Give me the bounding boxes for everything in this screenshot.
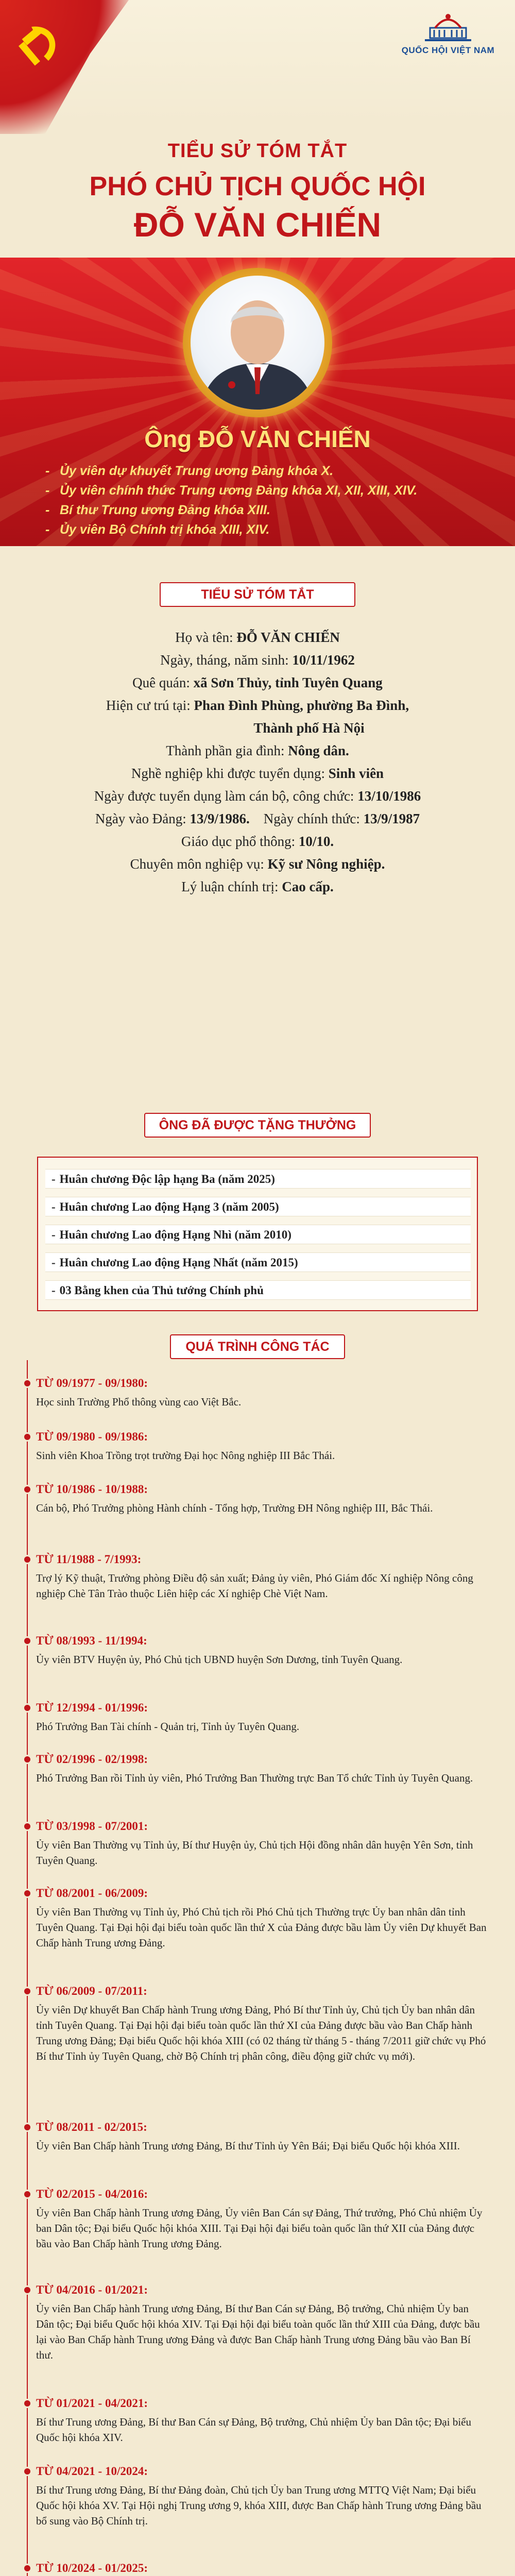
hero-role-item: - Ủy viên dự khuyết Trung ương Đảng khóa X. [45,461,488,481]
title-position: PHÓ CHỦ TỊCH QUỐC HỘI [89,172,426,201]
bio-label: Ngày chính thức: [263,811,360,826]
logo-text: QUỐC HỘI VIỆT NAM [401,45,495,55]
hero-role-item: - Ủy viên chính thức Trung ương Đảng khóa XI, XII, XIII, XIV. [45,481,488,500]
bio-value: 10/10. [298,834,334,849]
timeline-date: TỪ 03/1998 - 07/2001: [36,1820,148,1833]
bio-row-party-dates [0,807,515,830]
timeline-item [36,2187,489,2251]
timeline-item [36,1376,489,1410]
timeline-dot [23,1485,32,1494]
timeline-item [36,2120,489,2154]
timeline-date: TỪ 08/2001 - 06/2009: [36,1887,148,1900]
timeline-desc: Ủy viên Dự khuyết Ban Chấp hành Trung ương Đảng, Phó Bí thư Tỉnh ủy, Chủ tịch Ủy ban nhân dân tỉnh Tuyên Quang. Tại Đại hội đại biểu toàn quốc lần thứ XI của Đảng được bầu vào Ban Chấp hành Trung ương Đảng; Đại biểu Quốc hội khóa XIII (có 02 tháng từ tháng 5 - tháng 7/2011 giữ chức vụ Phó Bí thư Tỉnh ủy Tuyên Quang, chờ Bộ Chính trị phân công, điều động giữ chức vụ mới). [36,2004,486,2062]
bio-value: 10/11/1962 [292,652,355,668]
timeline-date: TỪ 04/2021 - 10/2024: [36,2465,148,2478]
person-silhouette-icon [191,276,324,410]
bio-value: Cao cấp. [282,879,334,894]
timeline-item [36,1752,489,1786]
timeline-item [36,1819,489,1868]
timeline-desc: Bí thư Trung ương Đảng, Bí thư Ban Cán sự Đảng, Bộ trưởng, Chủ nhiệm Ủy ban Dân tộc; Đại biểu Quốc hội khóa XIV. [36,2416,471,2444]
hero-role-item: - Bí thư Trung ương Đảng khóa XIII. [45,500,488,520]
timeline-desc: Ủy viên Ban Thường vụ Tỉnh ủy, Bí thư Huyện ủy, Chủ tịch Hội đồng nhân dân huyện Yên Sơn, tỉnh Tuyên Quang. [36,1839,473,1867]
timeline-item [36,2396,489,2445]
timeline-desc: Ủy viên BTV Huyện ủy, Phó Chủ tịch UBND huyện Sơn Dương, tỉnh Tuyên Quang. [36,1653,403,1666]
timeline-desc: Phó Trưởng Ban Tài chính - Quản trị, Tỉnh ủy Tuyên Quang. [36,1720,300,1733]
timeline-item [36,1482,489,1516]
timeline-item [36,2561,489,2576]
timeline-desc: Cán bộ, Phó Trưởng phòng Hành chính - Tổng hợp, Trường ĐH Nông nghiệp III, Bắc Thái. [36,1502,433,1514]
national-assembly-logo [397,7,500,64]
bio-label: Ngày vào Đảng: [95,811,186,826]
timeline-date: TỪ 10/2024 - 01/2025: [36,2562,148,2574]
timeline-date: TỪ 12/1994 - 01/1996: [36,1701,148,1714]
bio-value: Nông dân. [288,743,349,758]
bio-row-occupation [0,762,515,785]
timeline-dot [23,1636,32,1646]
bio-value: Kỹ sư Nông nghiệp. [267,856,385,872]
bio-row-birthdate [0,649,515,671]
timeline-item [36,2282,489,2363]
bio-label: Họ và tên: [175,630,233,645]
title-person-name: ĐỖ VĂN CHIẾN [133,206,382,244]
timeline-desc: Trợ lý Kỹ thuật, Trưởng phòng Điều độ sản xuất; Đảng ủy viên, Phó Giám đốc Xí nghiệp Nông công nghiệp Chè Tân Trào thuộc Liên hiệp các Xí nghiệp Chè Việt Nam. [36,1572,473,1600]
hero-role-item: - Ủy viên Bộ Chính trị khóa XIII, XIV. [45,520,488,539]
timeline-desc: Sinh viên Khoa Trồng trọt trường Đại học Nông nghiệp III Bắc Thái. [36,1449,335,1462]
timeline-desc: Ủy viên Ban Chấp hành Trung ương Đảng, Bí thư Ban Cán sự Đảng, Bộ trưởng, Chủ nhiệm Ủy ban Dân tộc; Đại biểu Quốc hội khóa XIV. Tại Đại hội đại biểu toàn quốc lần thứ XIII của Đảng, được bầu lại vào Ban Chấp hành Trung ương Đảng và được Ban Chấp hành Trung ương Đảng bầu vào Ban Bí thư. [36,2302,480,2361]
bio-label: Chuyên môn nghiệp vụ: [130,856,264,872]
awards-box [37,1157,478,1311]
bio-row-profession [0,853,515,875]
timeline-date: TỪ 11/1988 - 7/1993: [36,1553,142,1566]
award-item: - 03 Bằng khen của Thủ tướng Chính phủ [45,1280,471,1300]
bio-value: Phan Đình Phùng, phường Ba Đình, [194,698,409,713]
timeline-dot [23,1432,32,1442]
timeline-dot [23,2190,32,2199]
title-small: TIỂU SỬ TÓM TẮT [167,140,348,162]
bio-section [0,626,515,898]
award-item: - Huân chương Lao động Hạng 3 (năm 2005) [45,1197,471,1216]
bio-value: ĐỖ VĂN CHIẾN [236,630,340,645]
timeline-date: TỪ 02/2015 - 04/2016: [36,2188,148,2200]
hero-person-name: Ông ĐỖ VĂN CHIẾN [144,426,371,452]
bio-row-recruitment-date [0,785,515,807]
bio-row-fullname [0,626,515,649]
hammer-sickle-icon [14,15,71,72]
timeline-dot [23,1889,32,1898]
timeline-dot [23,1379,32,1388]
timeline-dot [23,1822,32,1831]
timeline-date: TỪ 06/2009 - 07/2011: [36,1985,147,1997]
timeline-item [36,1700,489,1734]
timeline-item [36,1633,489,1667]
timeline-item [36,1429,489,1463]
timeline-date: TỪ 10/1986 - 10/1988: [36,1483,148,1496]
bio-label: Nghề nghiệp khi được tuyển dụng: [131,766,325,781]
bio-label: Giáo dục phổ thông: [181,834,296,849]
bio-section-heading: TIỂU SỬ TÓM TẮT [160,582,355,607]
bio-value: 13/9/1986. [190,811,250,826]
bio-row-education [0,830,515,853]
timeline-dot [23,1987,32,1996]
timeline-date: TỪ 08/1993 - 11/1994: [36,1634,147,1647]
bio-label: Quê quán: [132,675,190,690]
hero-roles-list [45,461,488,539]
bio-label: Lý luận chính trị: [181,879,279,894]
bio-label: Ngày được tuyển dụng làm cán bộ, công chức: [94,788,354,804]
timeline-dot [23,2399,32,2408]
timeline-dot [23,2467,32,2476]
award-item: - Huân chương Độc lập hạng Ba (năm 2025) [45,1169,471,1189]
bio-row-political-theory [0,875,515,898]
timeline-dot [23,1555,32,1564]
timeline-dot [23,1755,32,1764]
timeline-desc: Bí thư Trung ương Đảng, Bí thư Đảng đoàn, Chủ tịch Ủy ban Trung ương MTTQ Việt Nam; Đại biểu Quốc hội khóa XV. Tại Hội nghị Trung ương 9, khóa XIII, được Ban Chấp hành Trung ương Đảng bầu bổ sung vào Bộ Chính trị. [36,2484,482,2527]
timeline-desc: Ủy viên Ban Chấp hành Trung ương Đảng, Ủy viên Ban Cán sự Đảng, Thứ trưởng, Phó Chủ nhiệm Ủy ban Dân tộc; Đại biểu Quốc hội khóa XIII. Tại Đại hội đại biểu toàn quốc lần thứ XII của Đảng được bầu vào Ban Chấp hành Trung ương Đảng. [36,2207,483,2250]
timeline-item [36,1984,489,2064]
timeline-line [27,1360,28,2576]
bio-label: Ngày, tháng, năm sinh: [160,652,289,668]
timeline-date: TỪ 01/2021 - 04/2021: [36,2397,148,2410]
timeline-date: TỪ 04/2016 - 01/2021: [36,2283,148,2296]
timeline-date: TỪ 02/1996 - 02/1998: [36,1753,148,1766]
timeline-section-heading: QUÁ TRÌNH CÔNG TÁC [170,1334,345,1359]
portrait-photo [191,276,324,410]
timeline-desc: Phó Trưởng Ban rồi Tỉnh ủy viên, Phó Trưởng Ban Thường trực Ban Tổ chức Tỉnh ủy Tuyên Quang. [36,1772,473,1784]
timeline-item [36,2464,489,2529]
assembly-building-icon [420,7,476,43]
bio-value: xã Sơn Thủy, tỉnh Tuyên Quang [193,675,383,690]
bio-row-family [0,739,515,762]
timeline-date: TỪ 09/1977 - 09/1980: [36,1377,148,1389]
bio-row-residence [0,694,515,717]
bio-value: 13/10/1986 [357,788,421,804]
timeline-desc: Ủy viên Ban Thường vụ Tỉnh ủy, Phó Chủ tịch rồi Phó Chủ tịch Thường trực Ủy ban nhân dân tỉnh Tuyên Quang. Tại Đại hội đại biểu toàn quốc lần thứ X của Đảng được bầu làm Ủy viên Dự khuyết Ban Chấp hành Trung ương Đảng. [36,1906,487,1949]
timeline-dot [23,1703,32,1713]
award-item: - Huân chương Lao động Hạng Nhất (năm 2015) [45,1252,471,1272]
bio-value: 13/9/1987 [363,811,420,826]
timeline-item [36,1552,489,1601]
bio-label: Thành phần gia đình: [166,743,285,758]
bio-label: Hiện cư trú tại: [106,698,191,713]
award-item: - Huân chương Lao động Hạng Nhì (năm 2010) [45,1225,471,1244]
bio-row-hometown [0,671,515,694]
timeline-item [36,1886,489,1951]
timeline-date: TỪ 09/1980 - 09/1986: [36,1430,148,1443]
timeline-date: TỪ 08/2011 - 02/2015: [36,2121,147,2133]
bio-row-residence-cont [0,717,515,739]
bio-value: Thành phố Hà Nội [253,720,365,736]
bio-value: Sinh viên [328,766,384,781]
timeline-dot [23,2285,32,2295]
timeline-dot [23,2123,32,2132]
awards-section-heading: ÔNG ĐÃ ĐƯỢC TẶNG THƯỞNG [144,1113,371,1138]
timeline-desc: Học sinh Trường Phổ thông vùng cao Việt Bắc. [36,1396,242,1408]
timeline-desc: Ủy viên Ban Chấp hành Trung ương Đảng, Bí thư Tỉnh ủy Yên Bái; Đại biểu Quốc hội khóa XIII. [36,2140,460,2152]
timeline-dot [23,2564,32,2573]
